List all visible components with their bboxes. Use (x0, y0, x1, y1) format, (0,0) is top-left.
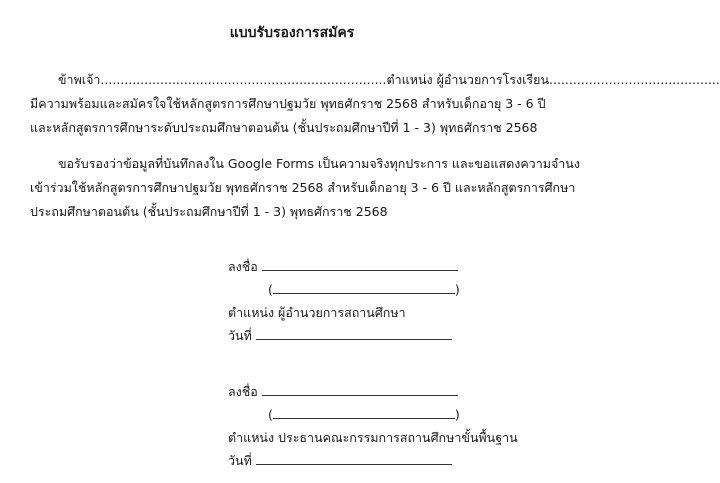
paren-open: ( (268, 407, 273, 422)
school-dots: ........................................... (549, 72, 720, 87)
certification-line-2: เข้าร่วมใช้หลักสูตรการศึกษาปฐมวัย พุทธศักราช 2568 สำหรับเด็กอายุ 3 - 6 ปี และหลักสูตรการศึกษา (30, 180, 576, 195)
name-paren-row (228, 403, 518, 426)
date-line[interactable] (256, 325, 452, 340)
certification-paragraph (30, 152, 580, 224)
signature-line[interactable] (262, 381, 458, 396)
name-dots: ........................................................................ (100, 72, 387, 87)
applicant-line (30, 68, 720, 92)
applicant-paragraph (30, 68, 720, 140)
readiness-line: มีความพร้อมและสมัครใจใช้หลักสูตรการศึกษาปฐมวัย พุทธศักราช 2568 สำหรับเด็กอายุ 3 - 6 ปี (30, 96, 546, 111)
paren-close: ) (454, 407, 460, 422)
position-row: ตำแหน่ง ประธานคณะกรรมการสถานศึกษาขั้นพื้นฐาน (228, 430, 518, 445)
position-label: ตำแหน่ง ผู้อำนวยการโรงเรียน (386, 72, 549, 87)
paren-open: ( (268, 282, 273, 297)
printed-name-line[interactable] (273, 404, 455, 419)
date-row (228, 449, 518, 472)
position-row: ตำแหน่ง ผู้อำนวยการสถานศึกษา (228, 305, 406, 320)
printed-name-line[interactable] (273, 279, 455, 294)
name-paren-row (228, 278, 518, 301)
date-label: วันที่ (228, 328, 252, 343)
signature-block-chairman (228, 380, 518, 472)
certification-line-1: ขอรับรองว่าข้อมูลที่บันทึกลงใน Google Forms เป็นความจริงทุกประการ และขอแสดงความจำนง (58, 156, 580, 171)
curriculum-line: และหลักสูตรการศึกษาระดับประถมศึกษาตอนต้น (ชั้นประถมศึกษาปีที่ 1 - 3) พุทธศักราช 2568 (30, 120, 538, 135)
date-line[interactable] (256, 450, 452, 465)
sign-label: ลงชื่อ (228, 384, 258, 399)
applicant-prefix: ข้าพเจ้า (58, 72, 101, 87)
signature-row (228, 380, 518, 403)
signature-row (228, 255, 518, 278)
signature-line[interactable] (262, 256, 458, 271)
paren-close: ) (454, 282, 460, 297)
signature-block-director (228, 255, 518, 347)
date-label: วันที่ (228, 453, 252, 468)
certification-line-3: ประถมศึกษาตอนต้น (ชั้นประถมศึกษาปีที่ 1 - 3) พุทธศักราช 2568 (30, 204, 388, 219)
date-row (228, 324, 518, 347)
form-title: แบบรับรองการสมัคร (229, 25, 355, 41)
sign-label: ลงชื่อ (228, 259, 258, 274)
